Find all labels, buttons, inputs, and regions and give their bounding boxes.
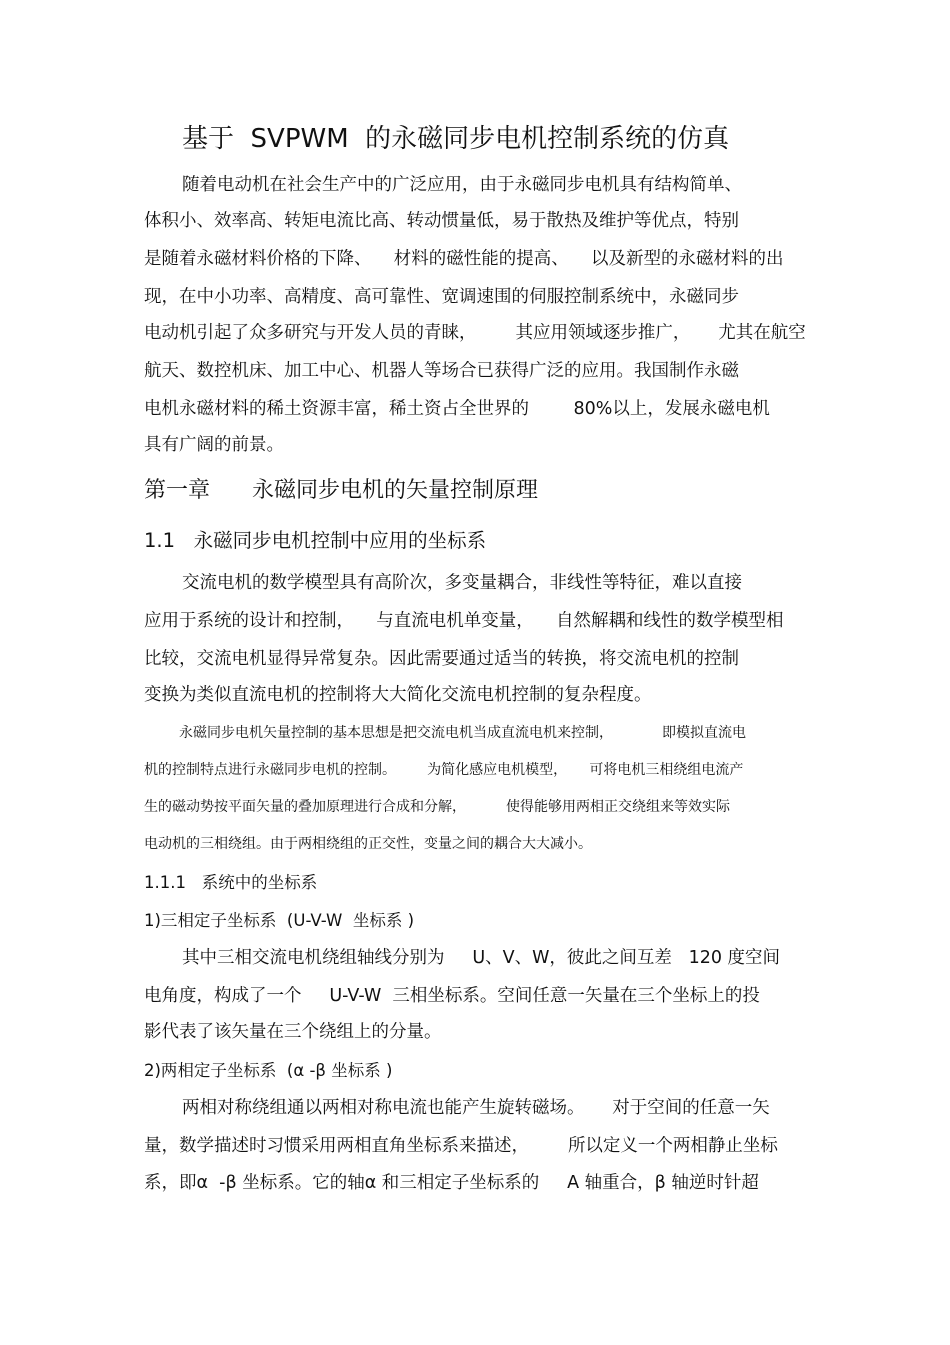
- paragraph-line: 交流电机的数学模型具有高阶次，多变量耦合，非线性等特征，难以直接: [182, 573, 742, 593]
- chapter-heading: 第一章 永磁同步电机的矢量控制原理: [144, 478, 538, 503]
- item-heading: 2)两相定子坐标系 (α -β 坐标系 ): [144, 1061, 393, 1080]
- intro-line: 电机永磁材料的稀土资源丰富，稀土资占全世界的 80%以上，发展永磁电机: [144, 399, 770, 419]
- paragraph-line: 电角度，构成了一个 U-V-W 三相坐标系。空间任意一矢量在三个坐标上的投: [144, 986, 760, 1006]
- intro-line: 航天、数控机床、加工中心、机器人等场合已获得广泛的应用。我国制作永磁: [144, 361, 739, 381]
- paragraph-line: 两相对称绕组通以两相对称电流也能产生旋转磁场。 对于空间的任意一矢: [182, 1098, 770, 1118]
- paragraph-line: 其中三相交流电机绕组轴线分别为 U、V、W，彼此之间互差 120 度空间: [182, 948, 781, 968]
- paragraph-line: 变换为类似直流电机的控制将大大简化交流电机控制的复杂程度。: [144, 685, 652, 705]
- paragraph-line: 永磁同步电机矢量控制的基本思想是把交流电机当成直流电机来控制， 即模拟直流电: [179, 725, 746, 741]
- intro-line: 随着电动机在社会生产中的广泛应用，由于永磁同步电机具有结构简单、: [182, 175, 742, 195]
- paragraph-line: 应用于系统的设计和控制， 与直流电机单变量， 自然解耦和线性的数学模型相: [144, 611, 784, 631]
- paragraph-line: 影代表了该矢量在三个绕组上的分量。: [144, 1022, 442, 1042]
- document-title: 基于 SVPWM 的永磁同步电机控制系统的仿真: [182, 124, 730, 154]
- paragraph-line: 电动机的三相绕组。由于两相绕组的正交性，变量之间的耦合大大减小。: [144, 836, 592, 852]
- paragraph-line: 系，即α -β 坐标系。它的轴α 和三相定子坐标系的 A 轴重合，β 轴逆时针超: [144, 1173, 759, 1193]
- paragraph-line: 机的控制特点进行永磁同步电机的控制。 为简化感应电机模型， 可将电机三相绕组电流产: [144, 762, 744, 778]
- intro-line: 是随着永磁材料价格的下降、 材料的磁性能的提高、 以及新型的永磁材料的出: [144, 249, 784, 269]
- paragraph-line: 生的磁动势按平面矢量的叠加原理进行合成和分解， 使得能够用两相正交绕组来等效实际: [144, 799, 731, 815]
- intro-line: 体积小、效率高、转矩电流比高、转动惯量低，易于散热及维护等优点，特别: [144, 211, 739, 231]
- paragraph-line: 比较，交流电机显得异常复杂。因此需要通过适当的转换，将交流电机的控制: [144, 649, 739, 669]
- section-heading: 1.1 永磁同步电机控制中应用的坐标系: [144, 529, 487, 552]
- item-heading: 1)三相定子坐标系 (U-V-W 坐标系 ): [144, 911, 415, 930]
- intro-line: 现，在中小功率、高精度、高可靠性、宽调速围的伺服控制系统中，永磁同步: [144, 287, 739, 307]
- paragraph-line: 量，数学描述时习惯采用两相直角坐标系来描述， 所以定义一个两相静止坐标: [144, 1136, 778, 1156]
- intro-line: 具有广阔的前景。: [144, 435, 284, 455]
- subsection-heading: 1.1.1 系统中的坐标系: [144, 873, 318, 892]
- intro-line: 电动机引起了众多研究与开发人员的青睐， 其应用领域逐步推广， 尤其在航空: [144, 323, 806, 343]
